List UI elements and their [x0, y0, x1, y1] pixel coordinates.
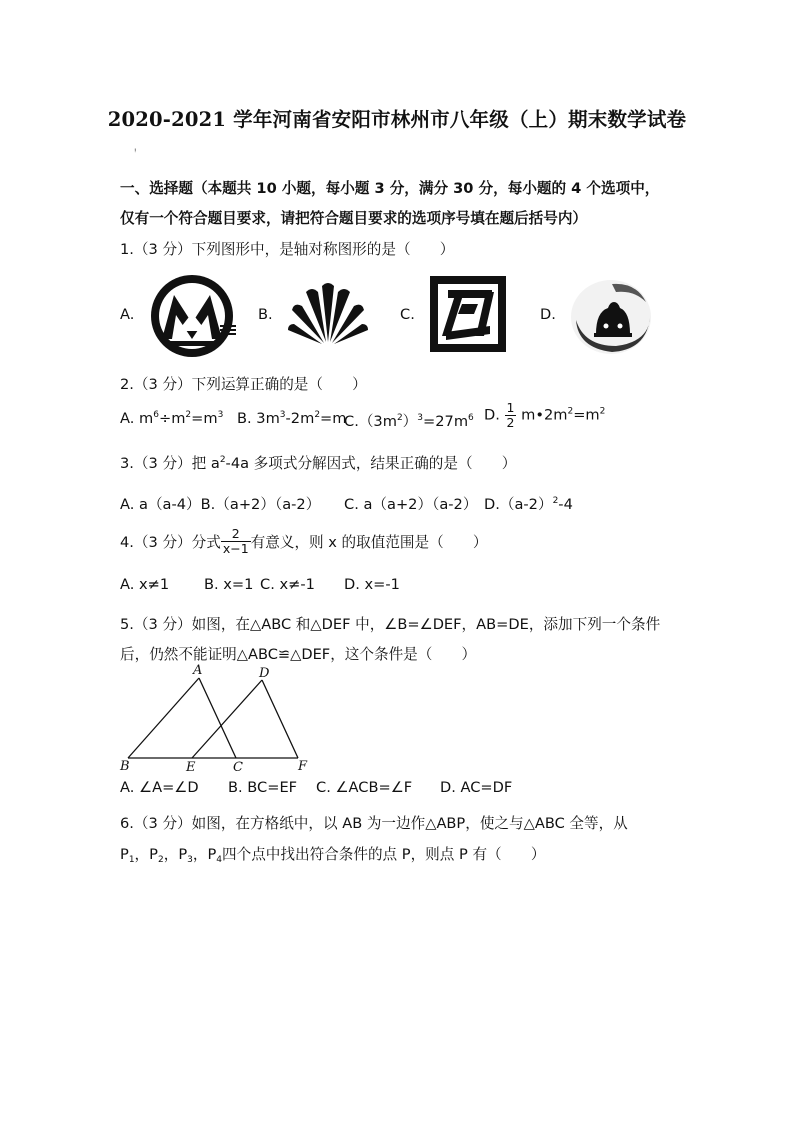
- q4-stem: 4.（3 分）分式 $\frac{2}{x-1}$ 有意义，则 x 的取值范围是（ ）: [120, 526, 488, 556]
- q5-option-c: C. ∠ACB=∠F: [316, 779, 413, 796]
- half-fraction: $\frac{1}{2}$: [506, 400, 515, 430]
- huawei-petals-icon: [286, 280, 370, 346]
- q5-stem-line1: 5.（3 分）如图，在△ABC 和△DEF 中，∠B=∠DEF，AB=DE，添加下列一个条件: [120, 616, 661, 633]
- point-d-label: D: [259, 666, 270, 681]
- section-heading-line2: 仅有一个符合题目要求，请把符合题目要求的选项序号填在题后括号内）: [120, 210, 588, 227]
- point-c-label: C: [233, 760, 243, 775]
- q6-stem-line2: $P_1$，$P_2$，$P_3$，$P_4$四个点中找出符合条件的点 P，则点 P 有（ ）: [120, 846, 546, 865]
- bell-swirl-icon: [566, 276, 656, 358]
- q2-option-a: A. $m^6\div m^2=m^3$: [120, 410, 224, 427]
- q4-option-a: A. x≠1: [120, 576, 170, 593]
- point-e-label: E: [186, 760, 196, 775]
- q4-option-c: C. x≠-1: [260, 576, 315, 593]
- q2-option-d: D. $\frac{1}{2}$ $m•2m^2=m^2$: [484, 400, 606, 430]
- q3-option-d: $D.(a-2)^2-4$: [484, 496, 573, 513]
- section-heading-line1: 一、选择题（本题共 10 小题，每小题 3 分，满分 30 分，每小题的 4 个选项中，: [120, 180, 660, 197]
- q5-option-a: A. ∠A=∠D: [120, 779, 199, 796]
- q5-option-b: B. BC=EF: [228, 779, 298, 796]
- q4-option-d: D. x=-1: [344, 576, 400, 593]
- q2-option-c: $C.(3m^2)^3=27m^6$: [344, 413, 474, 430]
- point-a-label: A: [193, 663, 203, 678]
- q3-stem: 3.（3 分）把 $a^2-4a$ 多项式分解因式，结果正确的是（ ）: [120, 455, 517, 472]
- q2-option-b: B. $3m^3-2m^2=m$: [237, 410, 347, 427]
- q4-option-b: B. x=1: [204, 576, 254, 593]
- q6-stem-line1: 6.（3 分）如图，在方格纸中，以 AB 为一边作△ABP，使之与△ABC 全等，从: [120, 815, 628, 832]
- stray-mark: ꜝ: [134, 148, 137, 158]
- q1-option-d-label: D.: [540, 306, 556, 323]
- q1-option-b-label: B.: [258, 306, 273, 323]
- square-bars-icon: [428, 274, 508, 354]
- q5-option-d: D. AC=DF: [440, 779, 513, 796]
- q3-option-ab: A. a（a-4）B.（a+2）（a-2）: [120, 496, 321, 513]
- q3-option-c: C. a（a+2）（a-2）: [344, 496, 478, 513]
- circle-m-logo-icon: [146, 273, 238, 359]
- page-title: 2020-2021 学年河南省安阳市林州市八年级（上）期末数学试卷: [107, 108, 687, 131]
- q1-option-a-label: A.: [120, 306, 135, 323]
- point-f-label: F: [298, 759, 308, 774]
- q1-stem: 1.（3 分）下列图形中，是轴对称图形的是（ ）: [120, 241, 455, 258]
- q2-stem: 2.（3 分）下列运算正确的是（ ）: [120, 376, 367, 393]
- q5-triangle-figure: [112, 663, 332, 776]
- point-b-label: B: [120, 759, 130, 774]
- q5-stem-line2: 后，仍然不能证明△ABC≌△DEF，这个条件是（ ）: [120, 646, 477, 663]
- q4-fraction: $\frac{2}{x-1}$: [222, 526, 249, 556]
- q1-option-c-label: C.: [400, 306, 415, 323]
